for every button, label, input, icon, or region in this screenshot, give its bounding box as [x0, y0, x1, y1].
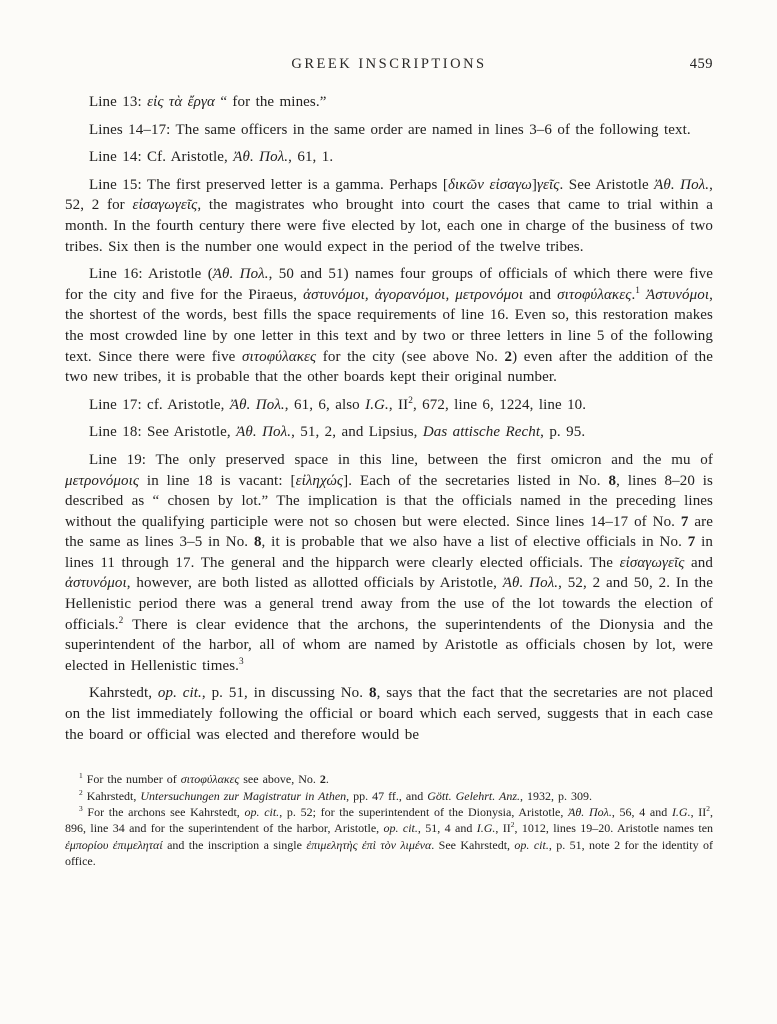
text-run: see above, No.	[239, 772, 320, 787]
text-run: εἰς τὰ ἔργα	[147, 94, 215, 110]
text-run: Gött. Gelehrt. Anz.	[427, 788, 521, 803]
footnote-ref: 2	[510, 820, 515, 830]
footnote	[65, 788, 713, 804]
text-run: ) even after the addition of the two new tribes, it is probable that the other boards kept their original number.	[65, 348, 713, 386]
text-run: I.G.	[671, 805, 691, 820]
text-run: σιτοφύλακες	[180, 772, 240, 787]
text-run: Line 17: cf. Aristotle,	[89, 396, 230, 413]
text-run: 7	[687, 534, 696, 551]
text-run: Lines 14–17: The same officers in the same order are named in lines 3–6 of the following text.	[89, 121, 691, 138]
page-number: 459	[689, 56, 713, 72]
text-run: in line 18 is vacant: [	[139, 472, 296, 489]
text-run: , p. 95.	[540, 424, 586, 441]
text-run: Untersuchungen zur Magistratur in Athen	[140, 788, 347, 803]
text-run: Line 14: Cf. Aristotle,	[89, 149, 234, 166]
text-run: εἰσαγωγεῖς	[619, 554, 685, 571]
text-run: and the inscription a single	[162, 837, 307, 852]
paragraph	[65, 92, 713, 113]
text-run: , lines 8–20 is described as “ chosen by lot.” The implication is that the officials named in the preceding lines without the qualifying participle were not so chosen but were elected. Since lines 14–17 of No.	[65, 472, 713, 530]
text-run: 8	[253, 534, 262, 551]
text-run: Kahrstedt,	[89, 685, 158, 702]
text-run: ἐμπορίου ἐπιμεληταί	[65, 837, 163, 852]
text-run: Ἀθ. Πολ.	[654, 176, 710, 193]
footnotes	[65, 771, 713, 869]
paragraph	[65, 450, 713, 677]
text-run: .	[325, 772, 329, 787]
text-run: σιτοφύλακες	[241, 348, 317, 365]
text-run: μετρονόμοις	[65, 472, 140, 489]
text-run: , the magistrates who brought into court the cases that came to trial within a month. In the fourth century there were five elected by lot, each one in charge of the business of two tribes. Six then is the number one would expect in the period of the twelve tribes.	[65, 197, 713, 255]
text-run: . See Aristotle	[559, 176, 655, 193]
text-run: Ἀθ. Πολ.	[233, 149, 289, 166]
text-run: δικῶν εἰσαγω	[447, 176, 532, 193]
text-run: , 1012, lines 19–20. Aristotle names ten	[514, 821, 714, 836]
text-run: op. cit.	[383, 821, 418, 836]
footnote-ref: 3	[79, 804, 83, 814]
footnote-ref: 2	[79, 787, 83, 797]
text-run: Line 16: Aristotle (	[89, 266, 213, 283]
text-run: 8	[608, 472, 617, 489]
text-run: Line 13:	[89, 94, 148, 110]
text-run: , 61, 1.	[288, 149, 334, 166]
text-run: and	[523, 286, 558, 303]
footnote-ref: 2	[706, 804, 711, 814]
text-run: , II	[690, 805, 707, 820]
text-run: For the number of	[82, 772, 181, 787]
text-run: Kahrstedt,	[82, 788, 141, 803]
text-run: 8	[368, 685, 377, 702]
text-run: op. cit.	[157, 685, 202, 702]
text-run: 2	[504, 348, 513, 365]
text-run: εἰσαγωγεῖς	[132, 197, 198, 214]
text-run: Line 18: See Aristotle,	[89, 424, 237, 441]
text-run: , p. 52; for the superintendent of the Dionysia, Aristotle,	[279, 805, 569, 820]
text-run: “ for the mines.”	[214, 94, 327, 110]
text-run: I.G.	[365, 396, 389, 413]
text-run: Ἀθ. Πολ.	[568, 805, 612, 820]
text-run: , says that the fact that the secretaries are not placed on the list immediately following the official or board which each served, suggests that in each case the board or official was elected and therefore would be	[65, 685, 713, 743]
text-run: σιτοφύλακες	[557, 286, 632, 303]
text-run: , the shortest of the words, best fills the space requirements of line 16. Even so, this restoration makes the most crowded line by one letter in this text and by two or three letters in line 5 of the following text. Since there were five	[65, 286, 713, 365]
text-run: , pp. 47 ff., and	[346, 788, 428, 803]
paragraph	[65, 395, 713, 416]
text-run: Ἀστυνόμοι	[646, 286, 710, 303]
text-run: For the archons see Kahrstedt,	[82, 805, 245, 820]
text-run: 2	[319, 772, 326, 787]
paragraph	[65, 683, 713, 745]
text-run: , 896, line 34 and for the superintendent of the harbor, Aristotle,	[65, 805, 714, 836]
footnote	[65, 804, 713, 870]
text-run: ]	[531, 176, 538, 193]
footnote-ref: 2	[118, 615, 124, 626]
text-run: Ἀθ. Πολ.	[502, 575, 559, 592]
text-run: , 51, 4 and	[417, 821, 477, 836]
text-run: op. cit.	[244, 805, 280, 820]
text-run: . See Kahrstedt,	[431, 837, 515, 852]
text-run: Line 15: The first preserved letter is a gamma. Perhaps [	[89, 176, 448, 193]
text-run: γεῖς	[537, 176, 560, 193]
text-run: , 1932, p. 309.	[520, 788, 593, 803]
paragraph	[65, 147, 713, 168]
footnote-ref: 1	[79, 771, 83, 781]
text-run: ἀστυνόμοι, ἀγορανόμοι, μετρονόμοι	[303, 286, 524, 303]
text-run: , 61, 6, also	[284, 396, 366, 413]
paragraph	[65, 120, 713, 141]
text-run: for the city (see above No.	[316, 348, 505, 365]
footnote	[65, 771, 713, 787]
text-run: , II	[495, 821, 511, 836]
text-run: , 52, 2 and 50, 2. In the Hellenistic period there was a general trend away from the use of the lot towards the election of officials.	[65, 575, 713, 633]
text-run: , p. 51, note 2 for the identity of office.	[65, 837, 713, 869]
text-run: I.G.	[476, 821, 496, 836]
text-run: are the same as lines 3–5 in No.	[65, 513, 713, 551]
text-run: Das attische Recht	[422, 424, 541, 441]
text-run: , 672, line 6, 1224, line 10.	[412, 396, 587, 413]
footnote-ref: 2	[408, 395, 413, 406]
paragraph	[65, 422, 713, 443]
text-run: 7	[680, 513, 689, 530]
page-header	[65, 56, 713, 78]
text-run: , 50 and 51) names four groups of officials of which there were five for the city and five for the Piraeus,	[65, 266, 713, 303]
text-run: ]. Each of the secretaries listed in No.	[343, 472, 609, 489]
running-title: GREEK INSCRIPTIONS	[291, 56, 487, 72]
text-run: , II	[388, 396, 409, 413]
text-run: , it is probable that we also have a list of elective officials in No.	[261, 534, 688, 551]
paragraph	[65, 264, 713, 388]
text-run: , 51, 2, and Lipsius,	[291, 424, 423, 441]
text-run: Ἀθ. Πολ.	[212, 266, 269, 283]
text-run: , p. 51, in discussing No.	[201, 685, 369, 702]
text-run: , however, are both listed as allotted officials by Aristotle,	[126, 575, 503, 592]
text-run: ἐπιμελητὴς ἐπὶ τὸν λιμένα	[306, 837, 432, 852]
footnote-ref: 3	[239, 656, 244, 667]
paragraph	[65, 175, 713, 257]
text-run: and	[684, 554, 713, 571]
text-run: , 52, 2 for	[65, 176, 713, 214]
text-run: Ἀθ. Πολ.	[229, 396, 285, 413]
text-run: in lines 11 through 17. The general and the hipparch were clearly elected officials. The	[65, 534, 713, 571]
body-text	[65, 92, 713, 745]
text-run: There is clear evidence that the archons, the superintendents of the Dionysia and the superintendent of the harbor, all of whom are named by Aristotle as officials chosen by lot, were elected in Hellenistic times.	[65, 616, 713, 674]
text-run: , 56, 4 and	[611, 805, 672, 820]
text-run: Ἀθ. Πολ.	[236, 424, 292, 441]
text-run: Line 19: The only preserved space in this line, between the first omicron and the mu of	[89, 451, 713, 468]
text-run: ἀστυνόμοι	[65, 575, 127, 592]
text-run: εἰληχώς	[295, 472, 344, 489]
footnote-ref: 1	[635, 285, 641, 296]
text-run: op. cit.	[514, 837, 549, 852]
text-run: .	[631, 286, 636, 303]
